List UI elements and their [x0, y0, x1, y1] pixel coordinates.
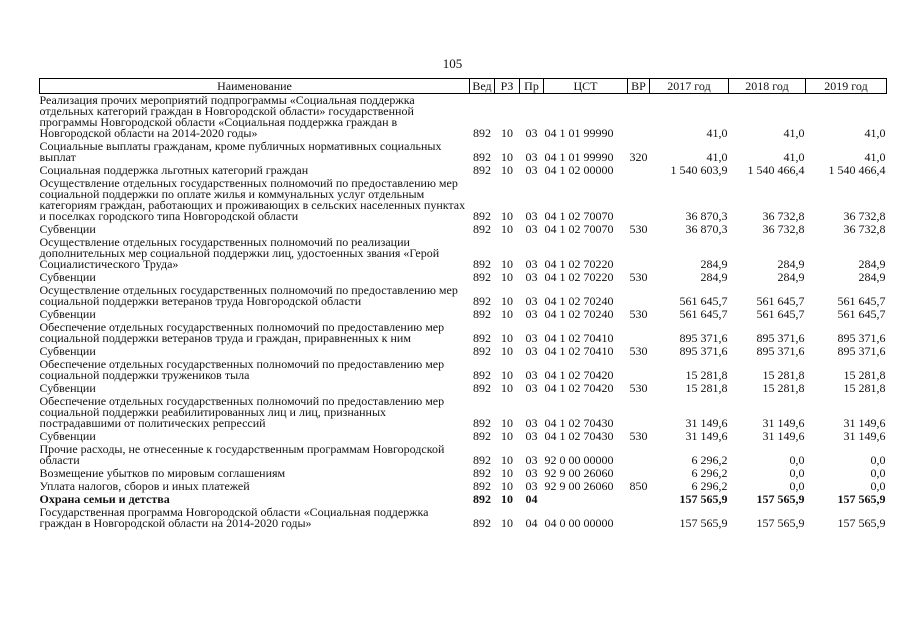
row-rz: 10 — [501, 479, 513, 493]
row-rz: 10 — [501, 453, 513, 467]
row-ved: 892 — [473, 294, 491, 308]
row-2018: 895 371,6 — [756, 331, 805, 345]
row-name: Субвенции — [39, 344, 96, 358]
row-2017: 284,9 — [700, 257, 728, 271]
row-cst: 04 1 02 70220 — [544, 257, 614, 271]
row-pr: 03 — [525, 429, 538, 443]
row-vr — [628, 395, 650, 430]
header-pr: Пр — [520, 79, 544, 94]
row-pr: 03 — [525, 257, 538, 271]
row-2018: 0,0 — [789, 479, 805, 493]
row-2017: 36 870,3 — [685, 209, 728, 223]
row-2018: 561 645,7 — [756, 307, 805, 321]
row-ved: 892 — [473, 270, 491, 284]
row-vr — [628, 443, 650, 467]
row-vr: 530 — [629, 344, 648, 358]
row-2017: 15 281,8 — [685, 381, 728, 395]
row-2019: 36 732,8 — [843, 222, 886, 236]
row-pr: 03 — [525, 307, 538, 321]
row-ved: 892 — [473, 516, 491, 530]
row-rz: 10 — [501, 331, 513, 345]
row-name: Прочие расходы, не отнесенные к государственным программам Новгородской области — [39, 442, 445, 467]
row-rz: 10 — [501, 222, 513, 236]
table-body — [40, 94, 887, 531]
header-rz: РЗ — [495, 79, 520, 94]
row-2017: 41,0 — [706, 126, 728, 140]
row-name: Субвенции — [39, 270, 96, 284]
row-name: Субвенции — [39, 307, 96, 321]
row-2018: 561 645,7 — [756, 294, 805, 308]
row-2017: 157 565,9 — [679, 492, 728, 506]
row-2019: 41,0 — [864, 126, 886, 140]
header-2018: 2018 год — [729, 79, 806, 94]
row-rz: 10 — [501, 307, 513, 321]
row-rz: 10 — [501, 209, 513, 223]
header-vr: ВР — [628, 79, 650, 94]
row-pr: 03 — [525, 453, 538, 467]
row-name: Уплата налогов, сборов и иных платежей — [39, 479, 250, 493]
table-row — [40, 177, 887, 223]
row-2019: 284,9 — [858, 270, 886, 284]
row-name: Обеспечение отдельных государственных полномочий по предоставлению мер социальной поддержки тружеников тыла — [39, 357, 445, 382]
row-pr: 03 — [525, 466, 538, 480]
row-name: Субвенции — [39, 429, 96, 443]
row-ved: 892 — [473, 453, 491, 467]
row-2018: 284,9 — [777, 270, 805, 284]
row-2018: 15 281,8 — [762, 381, 805, 395]
row-2017: 895 371,6 — [679, 344, 728, 358]
row-ved: 892 — [473, 150, 491, 164]
row-rz: 10 — [501, 150, 513, 164]
row-vr: 320 — [629, 150, 648, 164]
row-2019: 0,0 — [870, 466, 886, 480]
row-rz: 10 — [501, 416, 513, 430]
row-2019: 31 149,6 — [843, 416, 886, 430]
row-rz: 10 — [501, 492, 513, 506]
row-name: Обеспечение отдельных государственных полномочий по предоставлению мер социальной поддержки ветеранов труда и граждан, приравненных к ним — [39, 320, 445, 345]
row-pr: 03 — [525, 126, 538, 140]
row-name: Государственная программа Новгородской области «Социальная поддержка граждан в Новгородской области на 2014-2020 годы» — [39, 505, 429, 530]
row-cst: 04 1 02 70410 — [544, 344, 614, 358]
row-pr: 03 — [525, 222, 538, 236]
row-2018: 0,0 — [789, 453, 805, 467]
row-ved: 892 — [473, 209, 491, 223]
row-2017: 6 296,2 — [691, 453, 728, 467]
row-rz: 10 — [501, 381, 513, 395]
row-cst: 92 9 00 26060 — [544, 479, 614, 493]
row-cst: 04 1 02 70220 — [544, 270, 614, 284]
row-rz: 10 — [501, 257, 513, 271]
row-ved: 892 — [473, 416, 491, 430]
row-pr: 03 — [525, 344, 538, 358]
header-2019: 2019 год — [806, 79, 887, 94]
row-2019: 15 281,8 — [843, 381, 886, 395]
row-2017: 31 149,6 — [685, 429, 728, 443]
row-cst: 04 0 00 00000 — [544, 516, 614, 530]
row-2019: 15 281,8 — [843, 368, 886, 382]
header-cst: ЦСТ — [544, 79, 628, 94]
row-vr: 530 — [629, 381, 648, 395]
table-row — [40, 94, 887, 141]
row-cst: 92 0 00 00000 — [544, 453, 614, 467]
row-vr — [628, 94, 650, 141]
row-ved: 892 — [473, 466, 491, 480]
row-vr — [628, 177, 650, 223]
row-2019: 895 371,6 — [837, 344, 886, 358]
row-pr: 03 — [525, 209, 538, 223]
row-pr: 03 — [525, 150, 538, 164]
row-pr: 03 — [525, 294, 538, 308]
row-name: Возмещение убытков по мировым соглашениям — [39, 466, 286, 480]
row-2018: 15 281,8 — [762, 368, 805, 382]
row-2019: 284,9 — [858, 257, 886, 271]
row-vr — [628, 493, 650, 506]
row-2018: 36 732,8 — [762, 222, 805, 236]
row-name: Обеспечение отдельных государственных полномочий по предоставлению мер социальной поддержки реабилитированных лиц и лиц, признанных пострадавшими от политических репрессий — [39, 394, 445, 430]
row-name: Осуществление отдельных государственных полномочий по предоставлению мер социальной поддержки ветеранов труда Новгородской области — [39, 283, 458, 308]
row-vr — [628, 236, 650, 271]
row-cst — [544, 493, 628, 506]
row-name: Социальная поддержка льготных категорий граждан — [39, 163, 309, 177]
row-2019: 157 565,9 — [837, 492, 886, 506]
table-row — [40, 284, 887, 308]
row-rz: 10 — [501, 429, 513, 443]
row-2019: 31 149,6 — [843, 429, 886, 443]
row-pr: 03 — [525, 270, 538, 284]
header-name: Наименование — [40, 79, 470, 94]
row-2019: 36 732,8 — [843, 209, 886, 223]
row-cst: 92 9 00 26060 — [544, 466, 614, 480]
row-vr: 850 — [629, 479, 648, 493]
row-pr: 03 — [525, 381, 538, 395]
row-2017: 36 870,3 — [685, 222, 728, 236]
row-name: Охрана семьи и детства — [39, 492, 170, 506]
row-pr: 03 — [525, 416, 538, 430]
row-rz: 10 — [501, 344, 513, 358]
table-row — [40, 321, 887, 345]
table-row — [40, 358, 887, 382]
row-ved: 892 — [473, 222, 491, 236]
row-2018: 31 149,6 — [762, 429, 805, 443]
table-header — [40, 79, 887, 94]
table-row — [40, 506, 887, 530]
row-ved: 892 — [473, 126, 491, 140]
row-cst: 04 1 02 70420 — [544, 368, 614, 382]
row-cst: 04 1 02 70420 — [544, 381, 614, 395]
row-2018: 284,9 — [777, 257, 805, 271]
row-ved: 892 — [473, 331, 491, 345]
row-rz: 10 — [501, 126, 513, 140]
row-vr: 530 — [629, 270, 648, 284]
row-cst: 04 1 01 99990 — [544, 126, 614, 140]
row-2017: 157 565,9 — [679, 516, 728, 530]
row-2017: 561 645,7 — [679, 307, 728, 321]
row-name: Осуществление отдельных государственных полномочий по реализации дополнительных мер социальной поддержки лиц, удостоенных звания «Герой Социалистического Труда» — [39, 235, 440, 271]
row-cst: 04 1 02 70430 — [544, 429, 614, 443]
row-ved: 892 — [473, 479, 491, 493]
row-2018: 31 149,6 — [762, 416, 805, 430]
row-2017: 31 149,6 — [685, 416, 728, 430]
row-2018: 1 540 466,4 — [747, 163, 805, 177]
row-cst: 04 1 02 70070 — [544, 209, 614, 223]
row-vr: 530 — [629, 429, 648, 443]
row-2017: 15 281,8 — [685, 368, 728, 382]
row-vr — [628, 164, 650, 177]
row-rz: 10 — [501, 516, 513, 530]
header-2017: 2017 год — [650, 79, 729, 94]
row-2018: 157 565,9 — [756, 516, 805, 530]
row-2017: 895 371,6 — [679, 331, 728, 345]
table-row — [40, 443, 887, 467]
row-2018: 36 732,8 — [762, 209, 805, 223]
row-2018: 895 371,6 — [756, 344, 805, 358]
row-2017: 6 296,2 — [691, 466, 728, 480]
table-row — [40, 140, 887, 164]
row-ved: 892 — [473, 163, 491, 177]
row-2019: 0,0 — [870, 453, 886, 467]
row-name: Реализация прочих мероприятий подпрограммы «Социальная поддержка отдельных категорий граждан в Новгородской области» государственной программы Новгородской области «Социальная поддержка граждан в Новгородской области на 2014-2020 годы» — [39, 93, 415, 140]
row-ved: 892 — [473, 257, 491, 271]
row-2018: 41,0 — [783, 126, 805, 140]
row-pr: 03 — [525, 331, 538, 345]
table-row — [40, 236, 887, 271]
row-2018: 157 565,9 — [756, 492, 805, 506]
row-2017: 284,9 — [700, 270, 728, 284]
row-2018: 0,0 — [789, 466, 805, 480]
row-rz: 10 — [501, 368, 513, 382]
row-ved: 892 — [473, 429, 491, 443]
row-2019: 0,0 — [870, 479, 886, 493]
row-vr — [628, 321, 650, 345]
row-2018: 41,0 — [783, 150, 805, 164]
row-2019: 1 540 466,4 — [828, 163, 886, 177]
row-vr — [628, 358, 650, 382]
row-rz: 10 — [501, 466, 513, 480]
row-name: Социальные выплаты гражданам, кроме публичных нормативных социальных выплат — [39, 139, 442, 164]
row-cst: 04 1 02 70430 — [544, 416, 614, 430]
row-vr — [628, 284, 650, 308]
row-vr: 530 — [629, 222, 648, 236]
row-cst: 04 1 02 70070 — [544, 222, 614, 236]
row-rz: 10 — [501, 270, 513, 284]
row-name: Осуществление отдельных государственных полномочий по предоставлению мер социальной поддержки по оплате жилья и коммунальных услуг отдельным категориям граждан, работающих и проживающих в сельских населенных пунктах и поселках городского типа Новгородской области — [39, 176, 466, 223]
header-ved: Вед — [470, 79, 495, 94]
row-pr: 03 — [525, 163, 538, 177]
row-rz: 10 — [501, 294, 513, 308]
page-number: 105 — [442, 56, 463, 71]
row-2017: 6 296,2 — [691, 479, 728, 493]
row-2019: 895 371,6 — [837, 331, 886, 345]
row-cst: 04 1 02 70240 — [544, 307, 614, 321]
row-2019: 561 645,7 — [837, 307, 886, 321]
row-name: Субвенции — [39, 222, 96, 236]
row-2019: 157 565,9 — [837, 516, 886, 530]
row-cst: 04 1 02 70410 — [544, 331, 614, 345]
row-pr: 04 — [525, 516, 538, 530]
row-name: Субвенции — [39, 381, 96, 395]
row-cst: 04 1 02 70240 — [544, 294, 614, 308]
row-vr: 530 — [629, 307, 648, 321]
row-cst: 04 1 02 00000 — [544, 163, 614, 177]
row-ved: 892 — [473, 344, 491, 358]
row-2017: 561 645,7 — [679, 294, 728, 308]
row-2019: 561 645,7 — [837, 294, 886, 308]
row-2019: 41,0 — [864, 150, 886, 164]
row-ved: 892 — [473, 368, 491, 382]
table-row — [40, 395, 887, 430]
row-pr: 03 — [525, 479, 538, 493]
row-rz: 10 — [501, 163, 513, 177]
budget-table — [39, 78, 886, 530]
row-cst: 04 1 01 99990 — [544, 150, 614, 164]
row-vr — [628, 506, 650, 530]
row-pr: 04 — [525, 492, 538, 506]
row-2017: 1 540 603,9 — [670, 163, 728, 177]
row-pr: 03 — [525, 368, 538, 382]
row-ved: 892 — [473, 381, 491, 395]
row-ved: 892 — [473, 307, 491, 321]
row-ved: 892 — [473, 492, 491, 506]
row-2017: 41,0 — [706, 150, 728, 164]
